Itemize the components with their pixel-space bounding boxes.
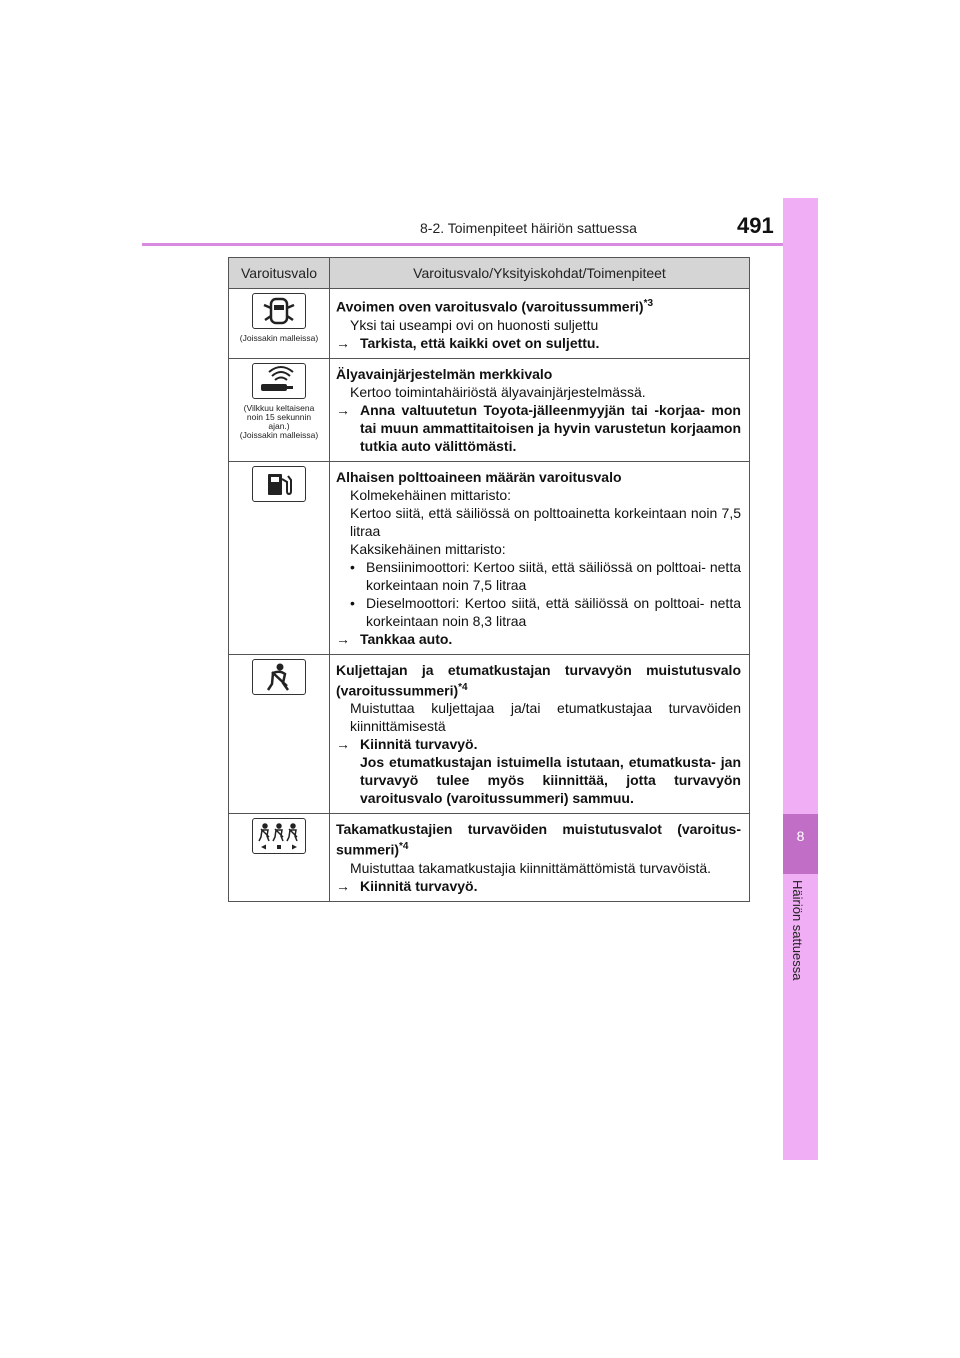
icon-cell [229,814,330,902]
side-tab-number-box [783,814,818,874]
fuel-pump-icon [252,466,306,502]
arrow-icon: → [336,736,350,753]
seatbelt-icon [252,659,306,695]
row-description: Muistuttaa takamatkustajia kiinnittämättömistä turvavöistä. [350,859,712,876]
icon-cell [229,654,330,814]
arrow-icon: → [336,630,350,647]
icon-cell [229,358,330,461]
table-row [229,814,750,902]
row-action: → Tankkaa auto. [336,630,453,647]
row-title: Alhaisen polttoaineen määrän varoitusvalo [336,468,622,485]
row-description: Muistuttaa kuljettajaa ja/tai etumatkustajaa turvavöiden kiinnittämisestä [350,700,741,735]
rear-seatbelt-icon [252,818,306,854]
page-header-section: 8-2. Toimenpiteet häiriön sattuessa [420,220,637,236]
table-row [229,461,750,654]
page-number: 491 [737,213,774,238]
side-tab [783,198,818,1160]
column-header-warning-light: Varoitusvalo [229,258,330,289]
detail-cell [330,289,750,359]
row-line: Kolmekehäinen mittaristo: [350,486,512,503]
detail-cell [330,461,750,654]
row-title: Kuljettajan ja etumatkustajan turvavyön muistutusvalo (varoitussummeri)$^{*4}$ [336,661,741,699]
detail-cell [330,358,750,461]
table-row [229,289,750,359]
door-open-icon [252,293,306,329]
column-header-details: Varoitusvalo/Yksityiskohdat/Toimenpiteet [330,258,750,289]
arrow-icon: → [336,334,350,351]
row-description: Kertoo toimintahäiriöstä älyavainjärjestelmässä. [350,383,646,400]
detail-cell [330,814,750,902]
table-row [229,654,750,814]
detail-cell [330,654,750,814]
arrow-icon: → [336,401,350,418]
icon-cell [229,289,330,359]
row-line: Kertoo siitä, että säiliössä on polttoainetta korkeintaan noin 7,5 litraa [350,504,741,539]
smart-key-icon [252,363,306,399]
row-action: → Kiinnitä turvavyö. [336,877,478,894]
list-item: • Dieselmoottori: Kertoo siitä, että säiliössä on polttoai- netta korkeintaan noin 8,3 litraa [350,594,741,629]
icon-cell [229,461,330,654]
row-action: → Tarkista, että kaikki ovet on suljettu. [336,334,600,351]
row-title: Älyavainjärjestelmän merkkivalo [336,365,553,382]
row-action-detail: Jos etumatkustajan istuimella istutaan, etumatkusta- jan turvavyö tulee myös kiinnittää, jotta turvavyön varoitusvalo (varoitussummeri) sammuu. [360,754,741,807]
table-header-row [229,258,750,289]
side-tab-label: Häiriön sattuessa [790,880,805,981]
row-title: Takamatkustajien turvavöiden muistutusvalot (varoitus- summeri)$^{*4}$ [336,821,741,858]
side-tab-number: 8 [796,828,805,844]
row-action: → Anna valtuutetun Toyota-jälleenmyyjän tai -korjaa- mon tai muun ammattitaitoisen ja hyvin varustetun korjaamon tutkia auto välittömästi. [336,401,741,454]
row-line: Kaksikehäinen mittaristo: [350,540,506,557]
row-description: Yksi tai useampi ovi on huonosti suljettu [350,316,599,333]
list-item: • Bensiinimoottori: Kertoo siitä, että säiliössä on polttoai- netta korkeintaan noin 7,5 litraa [350,558,741,593]
icon-note: (Vilkkuu keltaisena noin 15 sekunnin ajan.) (Joissakin malleissa) [239,402,319,440]
row-action: → Kiinnitä turvavyö. [336,736,478,753]
row-title: Avoimen oven varoitusvalo (varoitussummeri)$^{*3}$ [336,298,654,315]
header-rule [142,243,818,246]
icon-note: (Joissakin malleissa) [239,333,319,343]
table-row [229,358,750,461]
warning-table [228,257,750,902]
arrow-icon: → [336,877,350,894]
